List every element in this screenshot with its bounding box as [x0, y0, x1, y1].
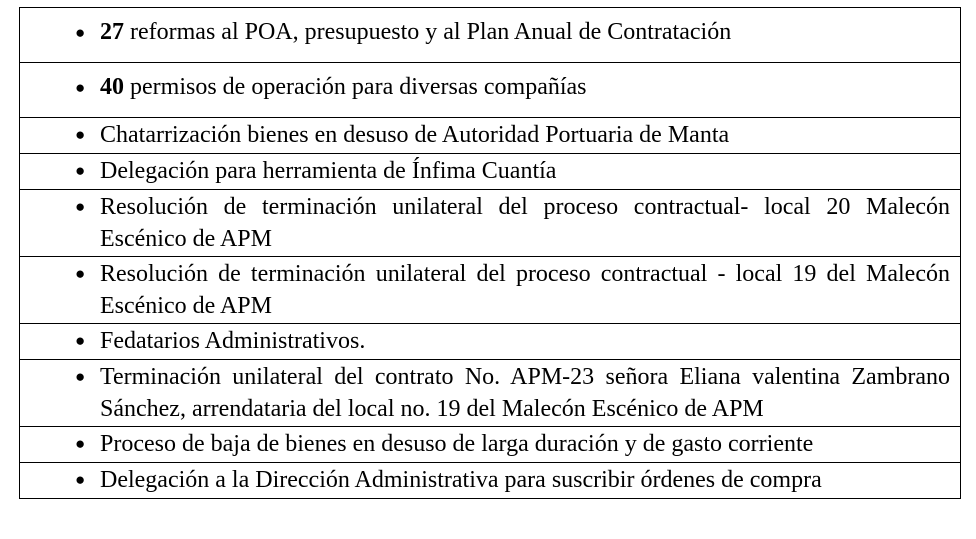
list-item [20, 154, 960, 188]
table-row [20, 8, 961, 63]
bullet-icon: ● [75, 264, 86, 283]
item-label: Delegación para herramienta de Ínfima Cuantía [100, 158, 557, 184]
item-label: Proceso de baja de bienes en desuso de larga duración y de gasto corriente [100, 431, 814, 457]
item-text [100, 63, 960, 104]
list-item [20, 463, 960, 497]
bullet-icon: ● [75, 331, 86, 350]
bullet-icon: ● [75, 23, 86, 42]
table-cell [20, 118, 961, 154]
list-item [20, 190, 960, 256]
table-row [20, 360, 961, 427]
bullet-icon: ● [75, 78, 86, 97]
item-label: Resolución de terminación unilateral del proceso contractual - local 19 del Malecón Escénico de APM [100, 261, 950, 319]
item-text [100, 8, 960, 49]
table-cell [20, 427, 961, 463]
item-label: Fedatarios Administrativos. [100, 328, 366, 354]
table-row [20, 63, 961, 118]
table-cell [20, 324, 961, 360]
list-item [20, 118, 960, 152]
item-label: permisos de operación para diversas compañías [124, 74, 587, 100]
bullet-icon: ● [75, 470, 86, 489]
bullet-icon: ● [75, 434, 86, 453]
list-item [20, 63, 960, 105]
item-count: 40 [100, 74, 124, 100]
table-row [20, 190, 961, 257]
item-label: reformas al POA, presupuesto y al Plan Anual de Contratación [124, 19, 732, 45]
bullet-icon: ● [75, 197, 86, 216]
item-label: Terminación unilateral del contrato No. APM-23 señora Eliana valentina Zambrano Sánchez, arrendataria del local no. 19 del Malecón Escénico de APM [100, 364, 950, 422]
table-cell [20, 154, 961, 190]
bullet-icon: ● [75, 161, 86, 180]
item-label: Chatarrización bienes en desuso de Autoridad Portuaria de Manta [100, 122, 730, 148]
table-row [20, 118, 961, 154]
table-cell [20, 360, 961, 427]
table-row [20, 463, 961, 499]
table-row [20, 427, 961, 463]
item-label: Delegación a la Dirección Administrativa para suscribir órdenes de compra [100, 467, 822, 493]
list-item [20, 427, 960, 461]
bullet-icon: ● [75, 125, 86, 144]
table-cell [20, 63, 961, 118]
table-row [20, 154, 961, 190]
document-table [19, 7, 961, 499]
table-cell [20, 190, 961, 257]
bullet-icon: ● [75, 367, 86, 386]
item-label: Resolución de terminación unilateral del proceso contractual- local 20 Malecón Escénico de APM [100, 194, 950, 252]
table-row [20, 324, 961, 360]
list-item [20, 360, 960, 426]
item-count: 27 [100, 19, 124, 45]
table-cell [20, 8, 961, 63]
list-item [20, 8, 960, 50]
list-item [20, 324, 960, 358]
table-row [20, 257, 961, 324]
table-cell [20, 257, 961, 324]
table-cell [20, 463, 961, 499]
list-item [20, 257, 960, 323]
